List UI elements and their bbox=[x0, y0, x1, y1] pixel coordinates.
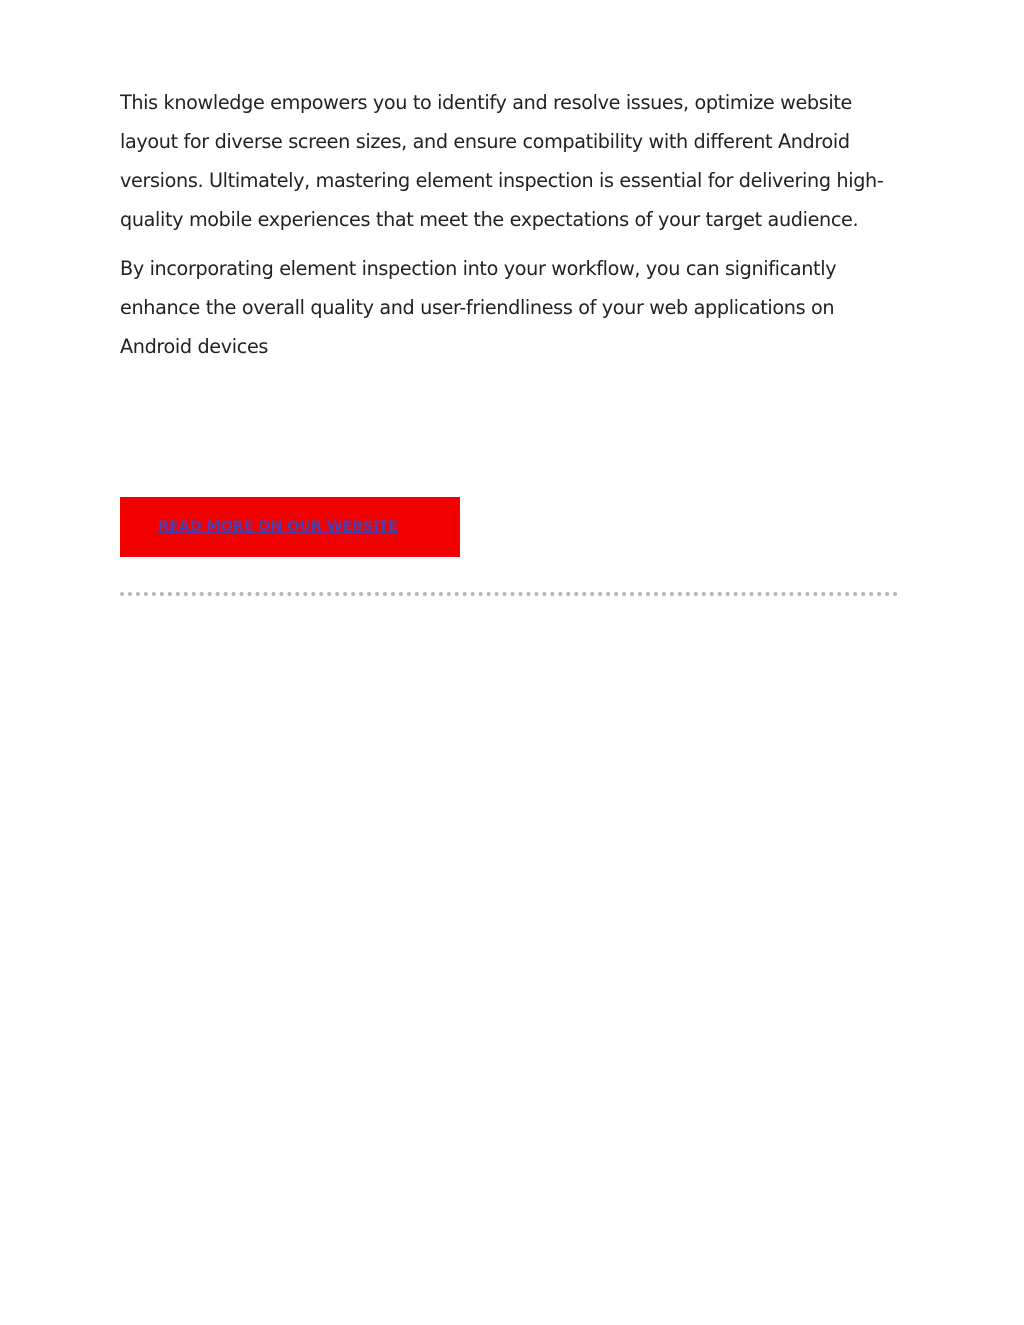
paragraph-workflow: By incorporating element inspection into your workflow, you can significantly enhance the overall quality and user-friendliness of your web applications on Android devices bbox=[120, 257, 837, 358]
dotted-divider bbox=[120, 592, 898, 596]
read-more-link[interactable]: READ MORE ON OUR WEBSITE bbox=[158, 519, 398, 535]
read-more-button[interactable] bbox=[120, 497, 460, 557]
article-body bbox=[120, 83, 910, 376]
paragraph-knowledge: This knowledge empowers you to identify and resolve issues, optimize website layout for diverse screen sizes, and ensure compatibility with different Android versions. Ultimately, mastering element inspection is essential for delivering high-quality mobile experiences that meet the expectations of your target audience. bbox=[120, 91, 884, 231]
